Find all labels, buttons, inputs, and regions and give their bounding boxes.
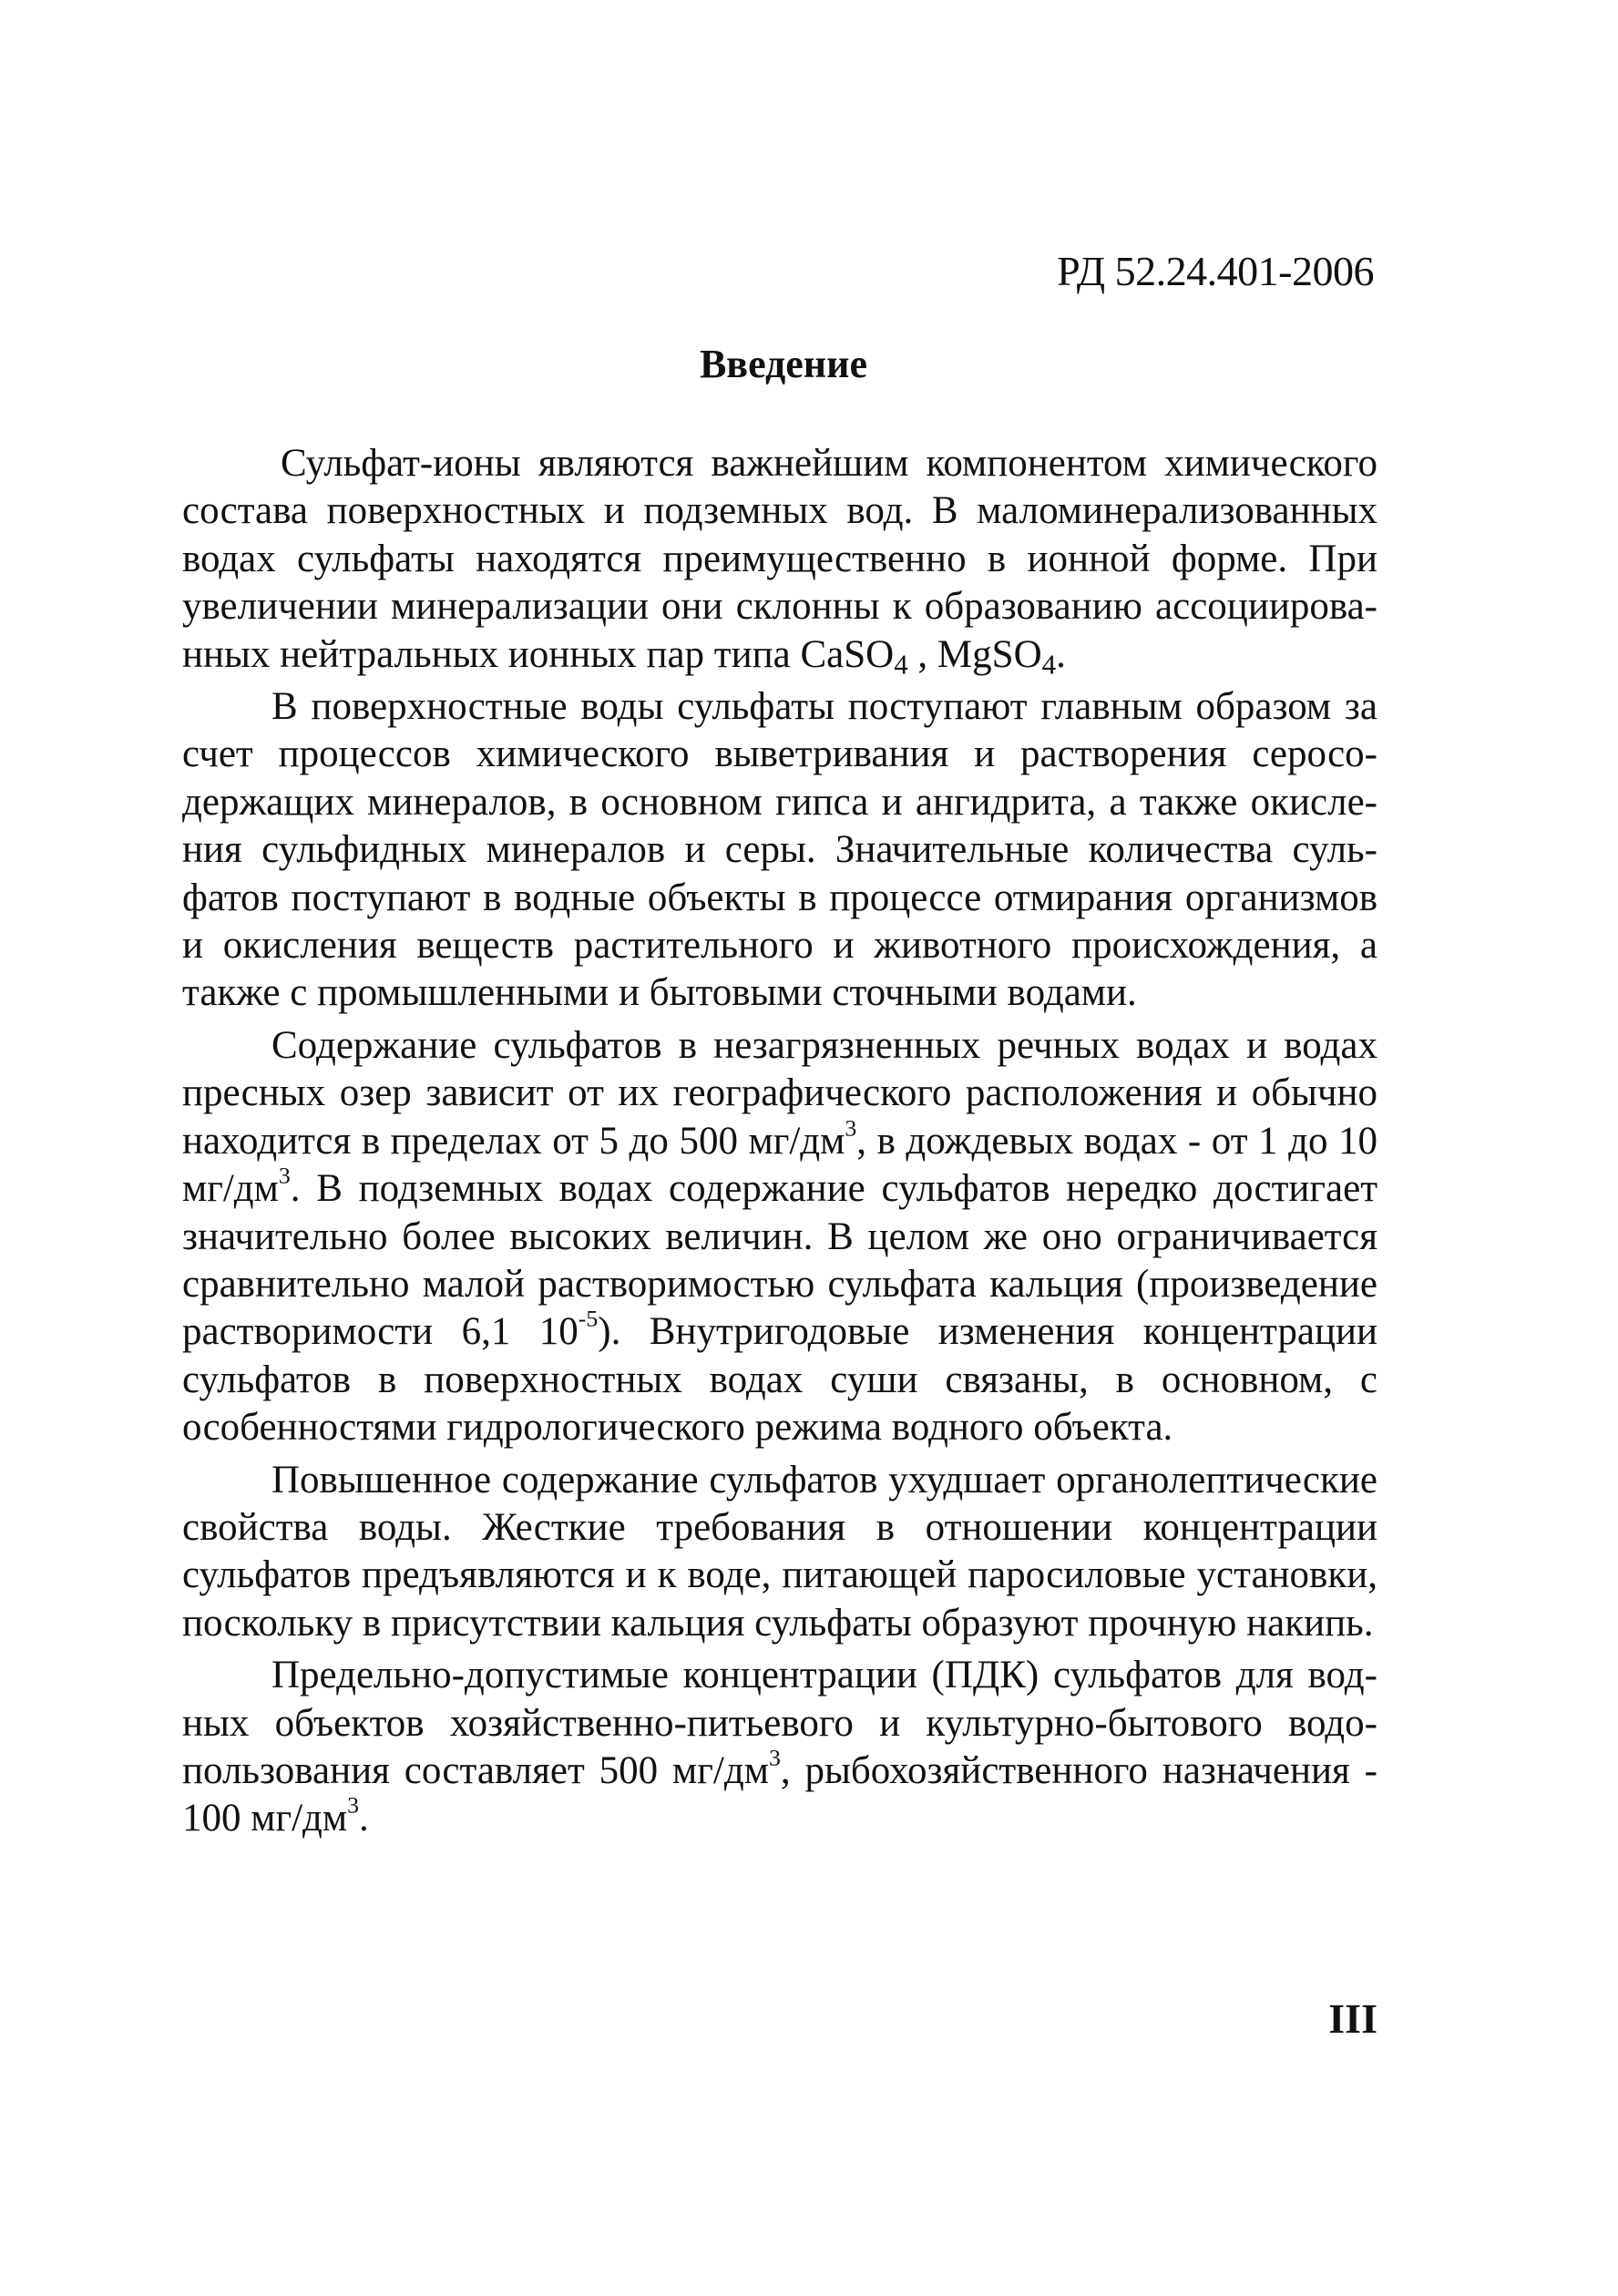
paragraph-3 [182,1022,1377,1452]
paragraph-5 [182,1652,1377,1843]
formula-mgso4-base: MgSO [937,632,1042,676]
paragraph-1 [182,440,1377,679]
body-text [182,440,1377,1848]
section-title: Введение [699,342,868,386]
superscript-5-a: 3 [768,1744,781,1771]
formula-mgso4 [937,632,1057,681]
paragraph-4: Повышенное содержание сульфатов ухудшает органолептические свойства воды. Жесткие требования в отношении концентрации сульфатов предъявляются и к воде, питающей паросиловые установки, поскольку в присутствии кальция сульфаты образуют прочную накипь. [182,1458,1377,1645]
paragraph-3-part-4: ). Внутригодовые изменения концентрации сульфатов в поверхностных водах суши связаны, в основном, с особенностями гидрологического режима водного объекта. [182,1310,1377,1450]
formula-caso4 [800,632,908,681]
paragraph-3-part-3: . В подземных водах содержание сульфатов нередко достигает значительно более высоких величин. В целом же оно ограничивается сравнительно малой растворимостью сульфата кальция (произведение растворимости 6,1 10 [182,1167,1377,1354]
formula-separator: , [907,632,937,676]
page-number: III [1328,1995,1377,2042]
paragraph-5-part-3: . [359,1797,369,1840]
formula-caso4-base: CaSO [800,632,895,676]
document-code: РД 52.24.401-2006 [1057,248,1374,294]
formula-caso4-subscript: 4 [894,648,908,681]
superscript-5-b: 3 [347,1792,360,1819]
paragraph-5-part-2: , рыбохозяйственного назначения - 100 мг/дм [182,1748,1378,1840]
paragraph-5-part-1: Предельно-допустимые концентрации (ПДК) сульфатов для водных объектов хозяйственно-питьевого и культурно-бытового водопользования составляет 500 мг/дм [182,1654,1377,1792]
paragraph-3-part-1: Содержание сульфатов в незагрязненных речных водах и водах пресных озер зависит от их географического расположения и обычно находится в пределах от 5 до 500 мг/дм [182,1023,1377,1163]
superscript-3-a: 3 [845,1114,857,1142]
paragraph-3-part-2: , в дождевых водах - от 1 до 10 мг/дм [182,1119,1377,1211]
formula-mgso4-subscript: 4 [1041,648,1057,681]
paragraph-1-end: . [1056,632,1066,676]
paragraph-2: В поверхностные воды сульфаты поступают главным образом за счет процессов химического выветривания и растворения серосодержащих минералов, в основном гипса и ангидрита, а также окисления сульфидных минералов и серы. Значительные количества сульфатов поступают в водные объекты в процессе отмирания организмов и окисления веществ растительного и животного происхождения, а также с промышленными и бытовыми сточными водами. [182,685,1377,1015]
superscript-3-b: 3 [278,1162,291,1189]
paragraph-1-text: Сульфат-ионы являются важнейшим компонентом химического состава поверхностных и подземных вод. В маломинерализованных водах сульфаты находятся преимущественно в ионной форме. При увеличении минерализации они склонны к образованию ассоциированных нейтральных ионных пар типа [182,442,1377,676]
superscript-exponent: -5 [578,1305,599,1332]
